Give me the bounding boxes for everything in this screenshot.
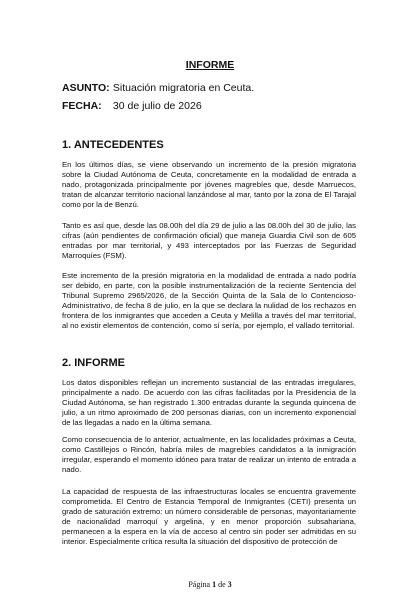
asunto-value: Situación migratoria en Ceuta. (112, 82, 255, 94)
asunto-label: ASUNTO: (62, 82, 110, 94)
paragraph: Tanto es así que, desde las 08.00h del día 29 de julio a las 08.00h del 30 de julio, las cifras (aún pendientes de confirmación oficial) que maneja Guardia Civil son de 605 entradas por mar territorial, y 493 interceptados por las Fuerzas de Seguridad Marroquíes (FSM). (62, 221, 356, 260)
paragraph: Este incremento de la presión migratoria en la modalidad de entrada a nado podría ser debido, en parte, con la posible instrumentalización de la reciente Sentencia del Tribunal Supremo 2965/2026, de la Sección Quinta de la Sala de lo Contencioso-Administrativo, de fecha 8 de julio, en la que se declara la nulidad de los rechazos en frontera de los inmigrantes que acceden a Ceuta y Melilla a través del mar territorial, al no existir elementos de contención, como sí sería, por ejemplo, el vallado territorial. (62, 271, 356, 330)
fecha-label: FECHA: (62, 100, 102, 112)
page-footer (0, 580, 420, 589)
fecha-field (62, 100, 202, 112)
of-word: de (218, 580, 226, 589)
fecha-value: 30 de julio de 2026 (112, 100, 202, 112)
page-number: 1 (212, 580, 217, 589)
paragraph: En los últimos días, se viene observando un incremento de la presión migratoria sobre la Ciudad Autónoma de Ceuta, concretamente en la modalidad de entrada a nado, protagonizada principalmente por jóvenes magrebíes que, desde Marruecos, tratan de alcanzar territorio nacional lanzándose al mar, tanto por la zona de El Tarajal como por la de Benzú. (62, 160, 356, 209)
asunto-field (62, 82, 254, 94)
paragraph: La capacidad de respuesta de las infraestructuras locales se encuentra gravemente comprometida. El Centro de Estancia Temporal de Inmigrantes (CETI) presenta un grado de saturación extremo: un número considerable de personas, mayoritariamente de nacionalidad marroquí y argelina, y en menor proporción subsahariana, permanecen a la espera en la vía de acceso al centro sin poder ser admitidas en su interior. Especialmente crítica resulta la situación del dispositivo de protección de (62, 487, 356, 546)
section-heading-informe: 2. INFORME (62, 357, 125, 369)
document-title: INFORME (185, 59, 235, 71)
page-word: Página (188, 580, 211, 589)
paragraph: Como consecuencia de lo anterior, actualmente, en las localidades próximas a Ceuta, como Castillejos o Rincón, habría miles de magrebíes candidatos a la inmigración irregular, esperando el momento idóneo para tratar de realizar un intento de entrada a nado. (62, 435, 356, 474)
section-heading-antecedentes: 1. ANTECEDENTES (62, 139, 164, 151)
page-total: 3 (227, 580, 232, 589)
paragraph: Los datos disponibles reflejan un incremento sustancial de las entradas irregulares, principalmente a nado. De acuerdo con las cifras facilitadas por la Presidencia de la Ciudad Autónoma, se han registrado 1.300 entradas durante la segunda quincena de julio, a un ritmo aproximado de 200 personas diarias, con un incremento exponencial de las llegadas a nado en la última semana. (62, 378, 356, 427)
